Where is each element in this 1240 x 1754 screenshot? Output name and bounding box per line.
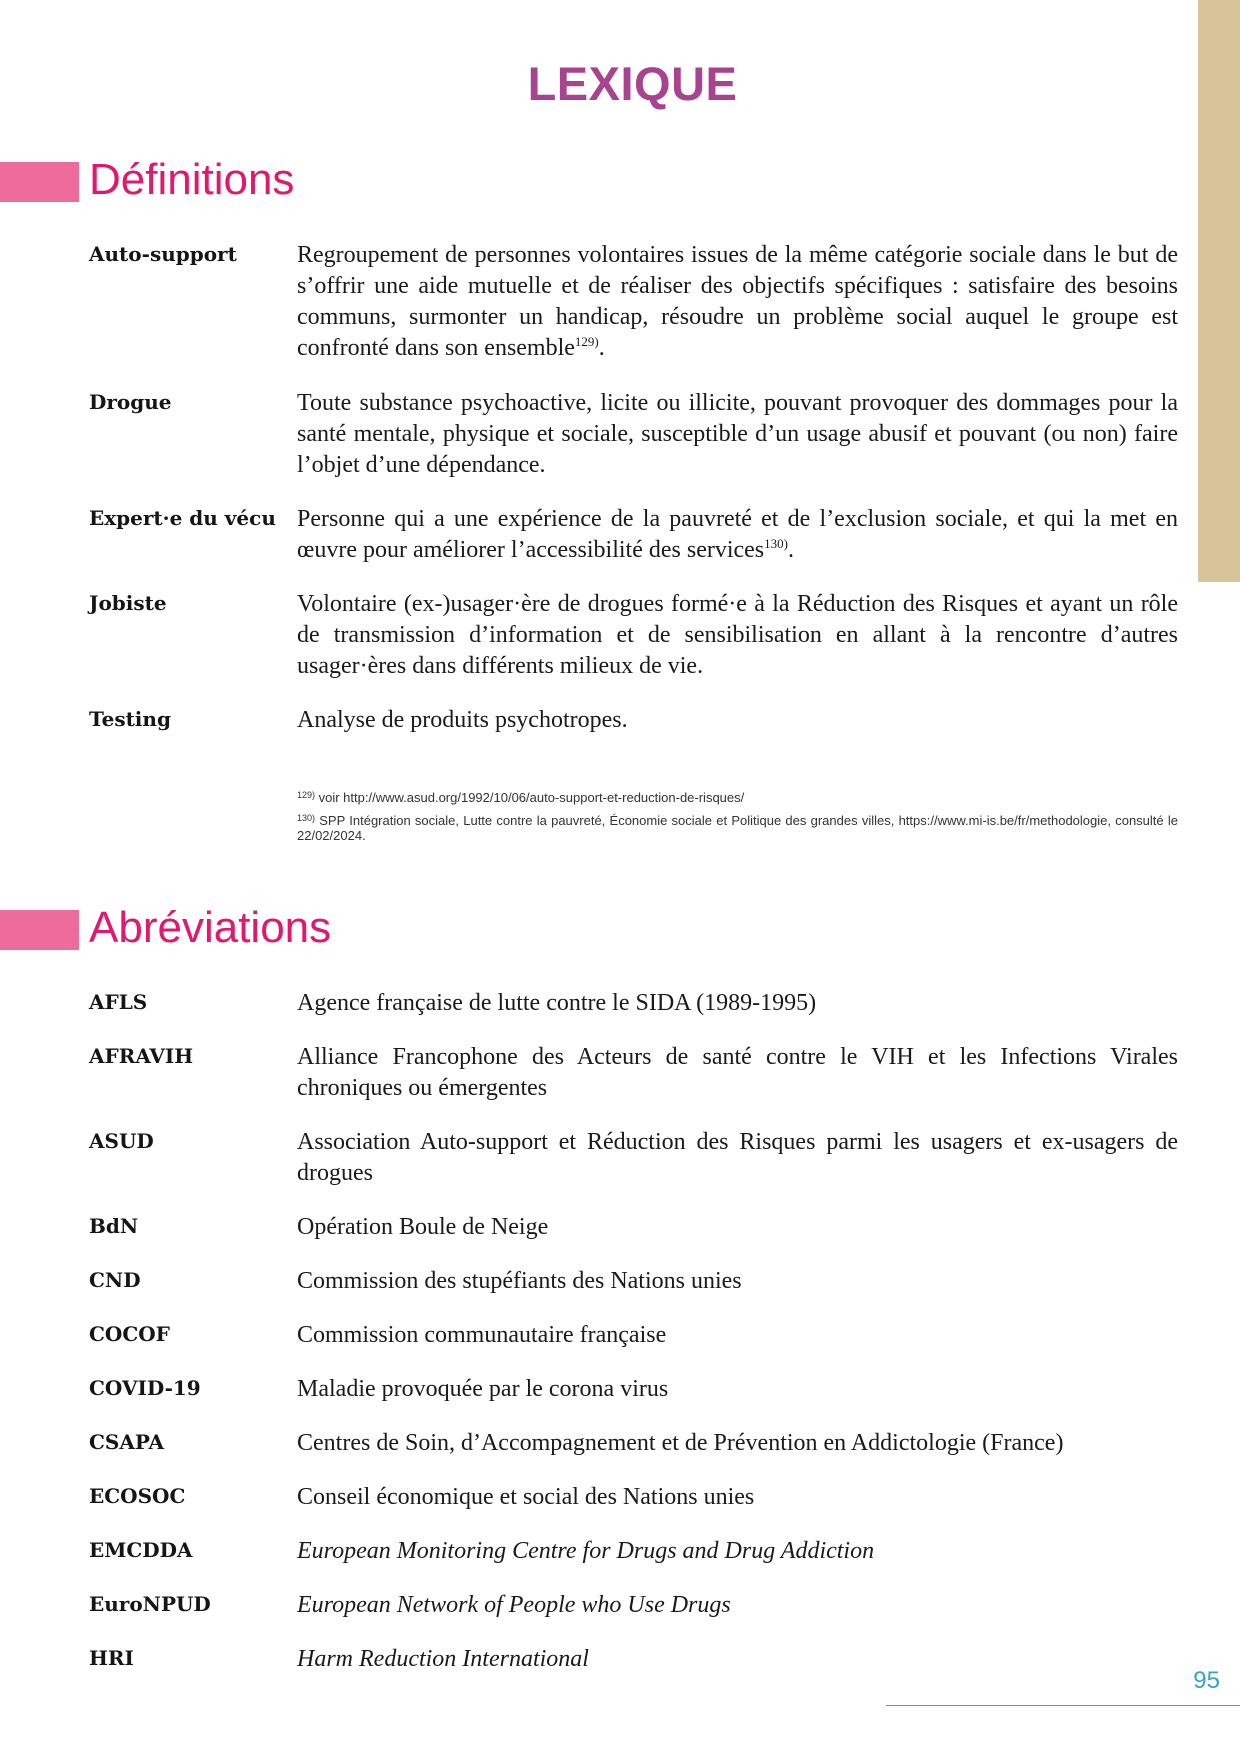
- page-title: LEXIQUE: [527, 57, 738, 110]
- abbreviation-term: COCOF: [89, 1322, 170, 1346]
- definition-term: Testing: [89, 707, 171, 731]
- definition-term: Jobiste: [89, 591, 167, 615]
- definition-text: Volontaire (ex-)usager·ère de drogues formé·e à la Réduction des Risques et ayant un rôle de transmission d’information et de sensibilisation en allant à la rencontre d’autres usager·ères dans différents milieux de vie.: [297, 591, 1178, 679]
- abbreviations-marker: [0, 910, 79, 950]
- page-number-rule: [886, 1705, 1240, 1706]
- definition-term: Drogue: [89, 390, 172, 414]
- abbreviation-text: Conseil économique et social des Nations unies: [297, 1484, 755, 1510]
- definition-term: Expert·e du vécu: [89, 506, 276, 530]
- definitions-heading: Définitions: [89, 155, 295, 204]
- abbreviation-term: ECOSOC: [89, 1484, 186, 1508]
- abbreviation-term: AFRAVIH: [89, 1044, 194, 1068]
- footnote-ref: 130): [764, 536, 788, 551]
- abbreviation-text: Association Auto-support et Réduction des Risques parmi les usagers et ex-usagers de drogues: [297, 1129, 1178, 1186]
- abbreviation-text: Alliance Francophone des Acteurs de santé contre le VIH et les Infections Virales chroniques ou émergentes: [297, 1044, 1178, 1101]
- abbreviation-text: Opération Boule de Neige: [297, 1214, 549, 1240]
- abbreviation-text: Commission communautaire française: [297, 1322, 667, 1348]
- footnotes: [297, 790, 1178, 851]
- abbreviation-text: European Network of People who Use Drugs: [297, 1592, 731, 1618]
- footnote: $^{130)}$ SPP Intégration sociale, Lutte contre la pauvreté, Économie sociale et Politique des grandes villes, https://www.mi-is.be/fr/methodologie, consulté le 22/02/2024.: [297, 813, 1178, 843]
- abbreviation-term: CSAPA: [89, 1430, 164, 1454]
- abbreviation-term: CND: [89, 1268, 141, 1292]
- abbreviation-text: Harm Reduction International: [297, 1646, 589, 1672]
- abbreviation-term: EuroNPUD: [89, 1592, 211, 1616]
- definition-text: Regroupement de personnes volontaires issues de la même catégorie sociale dans le but de s’offrir une aide mutuelle et de réaliser des objectifs spécifiques : satisfaire des besoins communs, surmonter un handicap, résoudre un problème social auquel le groupe est confronté dans son ensemble$^{129)}$.: [297, 242, 1178, 361]
- page-number: 95: [1193, 1667, 1220, 1694]
- footnote-ref: 129): [574, 334, 599, 349]
- abbreviation-term: HRI: [89, 1646, 134, 1670]
- definition-text: Analyse de produits psychotropes.: [297, 707, 628, 733]
- definition-term: Auto-support: [89, 242, 237, 266]
- definition-text: Toute substance psychoactive, licite ou illicite, pouvant provoquer des dommages pour la santé mentale, physique et sociale, susceptible d’un usage abusif et pouvant (ou non) faire l’objet d’une dépendance.: [297, 390, 1178, 478]
- abbreviation-text: Agence française de lutte contre le SIDA (1989-1995): [297, 990, 817, 1016]
- abbreviation-term: EMCDDA: [89, 1538, 193, 1562]
- definitions-marker: [0, 162, 79, 202]
- abbreviation-text: Centres de Soin, d’Accompagnement et de Prévention en Addictologie (France): [297, 1430, 1064, 1456]
- abbreviation-term: AFLS: [89, 990, 148, 1014]
- abbreviation-text: Commission des stupéfiants des Nations unies: [297, 1268, 742, 1294]
- footnote: $^{129)}$ voir http://www.asud.org/1992/10/06/auto-support-et-reduction-de-risques/: [297, 790, 745, 805]
- abbreviations-heading: Abréviations: [89, 903, 332, 952]
- abbreviation-text: European Monitoring Centre for Drugs and Drug Addiction: [297, 1538, 875, 1564]
- abbreviation-term: ASUD: [89, 1129, 154, 1153]
- abbreviation-term: COVID-19: [89, 1376, 201, 1400]
- abbreviation-term: BdN: [89, 1214, 139, 1238]
- definition-text: Personne qui a une expérience de la pauvreté et de l’exclusion sociale, et qui la met en œuvre pour améliorer l’accessibilité des services$^{130)}$.: [297, 506, 1178, 563]
- abbreviation-text: Maladie provoquée par le corona virus: [297, 1376, 669, 1402]
